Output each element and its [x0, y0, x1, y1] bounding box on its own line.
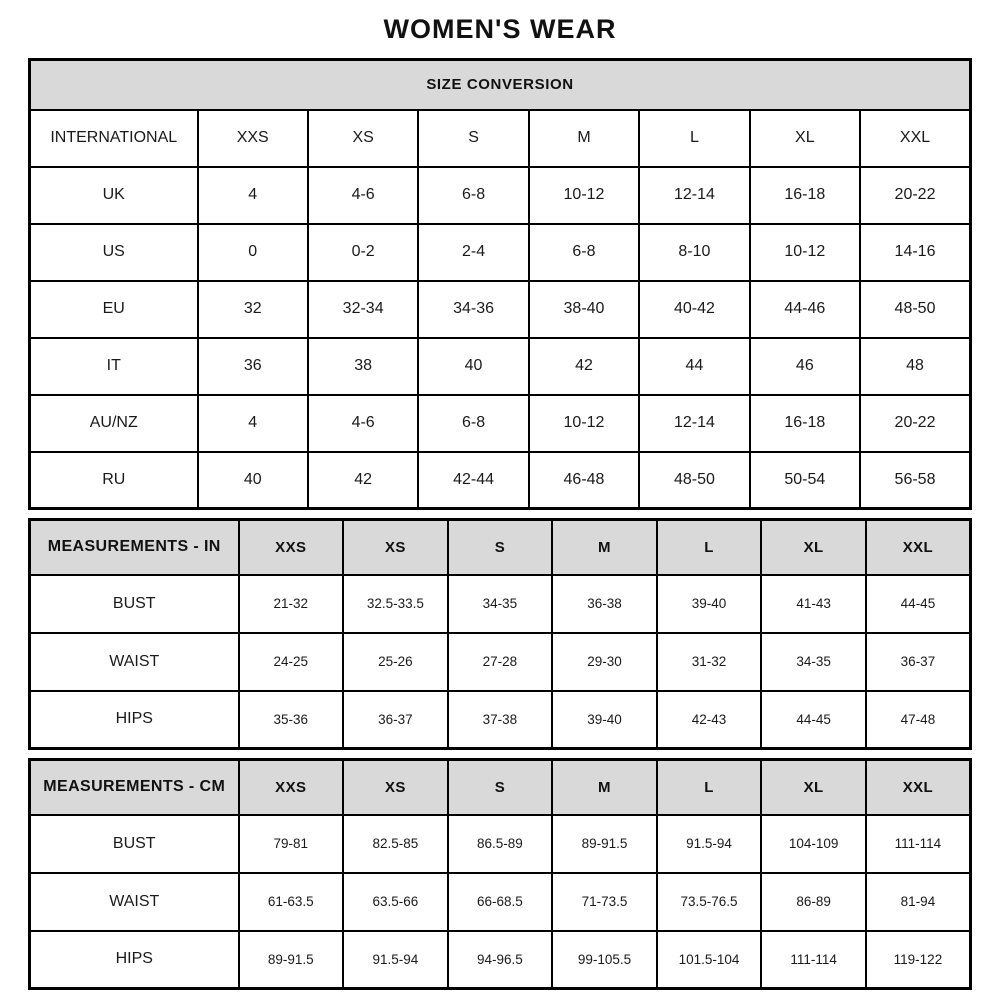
- value-cell: 36-37: [866, 633, 971, 691]
- value-cell: 61-63.5: [239, 873, 344, 931]
- row-label-cell: WAIST: [30, 633, 239, 691]
- value-cell: 32-34: [308, 281, 418, 338]
- size-column-header: XS: [343, 760, 448, 815]
- measurements-cm-body: [30, 815, 971, 989]
- table-row: [30, 815, 971, 873]
- size-column-header: XXL: [860, 110, 970, 167]
- row-label-cell: EU: [30, 281, 198, 338]
- value-cell: 16-18: [750, 395, 860, 452]
- header-label-cell: MEASUREMENTS - IN: [30, 520, 239, 575]
- row-label-cell: BUST: [30, 575, 239, 633]
- size-column-header: M: [529, 110, 639, 167]
- value-cell: 25-26: [343, 633, 448, 691]
- size-column-header: S: [418, 110, 528, 167]
- table-row: [30, 281, 971, 338]
- size-conversion-title-row: [30, 60, 971, 110]
- value-cell: 34-36: [418, 281, 528, 338]
- value-cell: 81-94: [866, 873, 971, 931]
- row-label-cell: US: [30, 224, 198, 281]
- measurements-cm-header-row: [30, 760, 971, 815]
- size-column-header: XXS: [239, 520, 344, 575]
- row-label-cell: HIPS: [30, 931, 239, 989]
- size-column-header: L: [657, 520, 762, 575]
- value-cell: 44-46: [750, 281, 860, 338]
- value-cell: 39-40: [657, 575, 762, 633]
- row-label-cell: HIPS: [30, 691, 239, 749]
- value-cell: 36-37: [343, 691, 448, 749]
- value-cell: 0-2: [308, 224, 418, 281]
- value-cell: 79-81: [239, 815, 344, 873]
- value-cell: 71-73.5: [552, 873, 657, 931]
- value-cell: 6-8: [529, 224, 639, 281]
- value-cell: 16-18: [750, 167, 860, 224]
- value-cell: 10-12: [529, 395, 639, 452]
- value-cell: 89-91.5: [552, 815, 657, 873]
- value-cell: 48-50: [860, 281, 970, 338]
- value-cell: 0: [198, 224, 308, 281]
- value-cell: 4: [198, 395, 308, 452]
- table-row: [30, 224, 971, 281]
- value-cell: 36-38: [552, 575, 657, 633]
- value-cell: 40: [418, 338, 528, 395]
- size-column-header: M: [552, 520, 657, 575]
- value-cell: 29-30: [552, 633, 657, 691]
- value-cell: 40-42: [639, 281, 749, 338]
- value-cell: 4-6: [308, 167, 418, 224]
- size-column-header: L: [639, 110, 749, 167]
- value-cell: 44-45: [866, 575, 971, 633]
- value-cell: 73.5-76.5: [657, 873, 762, 931]
- value-cell: 44: [639, 338, 749, 395]
- table-row: [30, 167, 971, 224]
- value-cell: 21-32: [239, 575, 344, 633]
- header-label-cell: MEASUREMENTS - CM: [30, 760, 239, 815]
- value-cell: 44-45: [761, 691, 866, 749]
- value-cell: 27-28: [448, 633, 553, 691]
- value-cell: 20-22: [860, 167, 970, 224]
- value-cell: 111-114: [866, 815, 971, 873]
- value-cell: 119-122: [866, 931, 971, 989]
- table-row: [30, 931, 971, 989]
- value-cell: 99-105.5: [552, 931, 657, 989]
- size-column-header: M: [552, 760, 657, 815]
- value-cell: 20-22: [860, 395, 970, 452]
- measurements-cm-table: [28, 758, 972, 990]
- row-label-cell: UK: [30, 167, 198, 224]
- value-cell: 34-35: [761, 633, 866, 691]
- value-cell: 50-54: [750, 452, 860, 509]
- value-cell: 42-44: [418, 452, 528, 509]
- row-label-cell: BUST: [30, 815, 239, 873]
- value-cell: 6-8: [418, 395, 528, 452]
- value-cell: 91.5-94: [657, 815, 762, 873]
- size-column-header: XXL: [866, 520, 971, 575]
- value-cell: 6-8: [418, 167, 528, 224]
- table-row: [30, 575, 971, 633]
- value-cell: 46-48: [529, 452, 639, 509]
- size-column-header: XL: [750, 110, 860, 167]
- measurements-in-header-row: [30, 520, 971, 575]
- size-column-header: S: [448, 760, 553, 815]
- row-label-cell: AU/NZ: [30, 395, 198, 452]
- value-cell: 35-36: [239, 691, 344, 749]
- value-cell: 56-58: [860, 452, 970, 509]
- size-column-header: XXS: [198, 110, 308, 167]
- table-row: [30, 633, 971, 691]
- value-cell: 32: [198, 281, 308, 338]
- value-cell: 32.5-33.5: [343, 575, 448, 633]
- table-row: [30, 395, 971, 452]
- size-conversion-title: SIZE CONVERSION: [30, 60, 971, 110]
- value-cell: 94-96.5: [448, 931, 553, 989]
- value-cell: 10-12: [750, 224, 860, 281]
- value-cell: 39-40: [552, 691, 657, 749]
- row-label-cell: IT: [30, 338, 198, 395]
- value-cell: 38-40: [529, 281, 639, 338]
- table-row: [30, 452, 971, 509]
- value-cell: 66-68.5: [448, 873, 553, 931]
- value-cell: 86.5-89: [448, 815, 553, 873]
- value-cell: 40: [198, 452, 308, 509]
- value-cell: 41-43: [761, 575, 866, 633]
- value-cell: 38: [308, 338, 418, 395]
- value-cell: 101.5-104: [657, 931, 762, 989]
- size-conversion-body: [30, 167, 971, 509]
- value-cell: 42: [308, 452, 418, 509]
- value-cell: 46: [750, 338, 860, 395]
- value-cell: 8-10: [639, 224, 749, 281]
- value-cell: 10-12: [529, 167, 639, 224]
- size-column-header: S: [448, 520, 553, 575]
- value-cell: 111-114: [761, 931, 866, 989]
- value-cell: 12-14: [639, 167, 749, 224]
- value-cell: 4: [198, 167, 308, 224]
- value-cell: 24-25: [239, 633, 344, 691]
- value-cell: 42-43: [657, 691, 762, 749]
- value-cell: 82.5-85: [343, 815, 448, 873]
- value-cell: 48-50: [639, 452, 749, 509]
- row-label-cell: WAIST: [30, 873, 239, 931]
- value-cell: 37-38: [448, 691, 553, 749]
- measurements-in-table: [28, 518, 972, 750]
- value-cell: 36: [198, 338, 308, 395]
- value-cell: 104-109: [761, 815, 866, 873]
- value-cell: 89-91.5: [239, 931, 344, 989]
- value-cell: 4-6: [308, 395, 418, 452]
- value-cell: 34-35: [448, 575, 553, 633]
- value-cell: 31-32: [657, 633, 762, 691]
- value-cell: 91.5-94: [343, 931, 448, 989]
- row-label-cell: RU: [30, 452, 198, 509]
- size-conversion-table: [28, 58, 972, 510]
- measurements-in-body: [30, 575, 971, 749]
- value-cell: 2-4: [418, 224, 528, 281]
- size-column-header: XL: [761, 760, 866, 815]
- size-column-header: XS: [308, 110, 418, 167]
- value-cell: 63.5-66: [343, 873, 448, 931]
- value-cell: 42: [529, 338, 639, 395]
- value-cell: 48: [860, 338, 970, 395]
- size-column-header: XXS: [239, 760, 344, 815]
- value-cell: 14-16: [860, 224, 970, 281]
- size-column-header: L: [657, 760, 762, 815]
- size-column-header: XS: [343, 520, 448, 575]
- page-title: WOMEN'S WEAR: [383, 14, 617, 44]
- value-cell: 12-14: [639, 395, 749, 452]
- table-row: [30, 691, 971, 749]
- table-row: [30, 873, 971, 931]
- size-column-header: XL: [761, 520, 866, 575]
- size-conversion-header-row: [30, 110, 971, 167]
- size-column-header: XXL: [866, 760, 971, 815]
- table-row: [30, 338, 971, 395]
- header-label-cell: INTERNATIONAL: [30, 110, 198, 167]
- value-cell: 47-48: [866, 691, 971, 749]
- value-cell: 86-89: [761, 873, 866, 931]
